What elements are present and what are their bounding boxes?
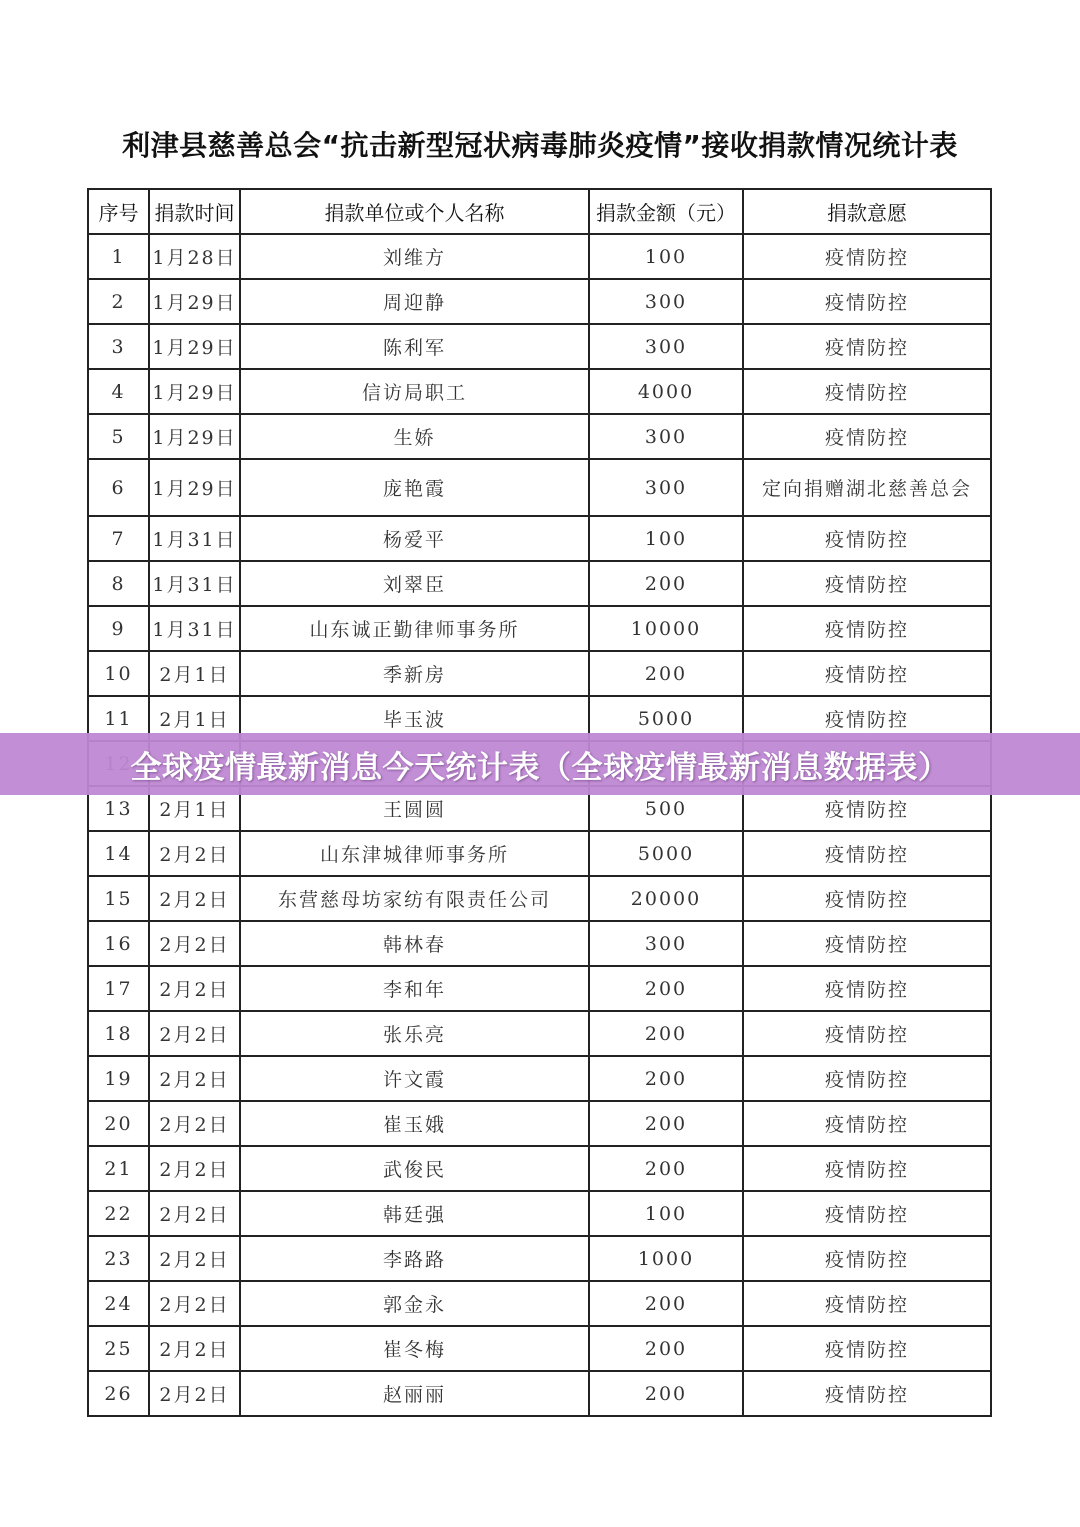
row-purpose: 疫情防控 [743, 1236, 991, 1281]
row-date: 2月2日 [149, 1371, 240, 1416]
donation-table [87, 188, 992, 1417]
row-purpose: 疫情防控 [743, 279, 991, 324]
row-date: 2月2日 [149, 1281, 240, 1326]
header-date: 捐款时间 [149, 189, 240, 234]
row-purpose: 疫情防控 [743, 561, 991, 606]
row-index: 11 [88, 696, 149, 741]
row-donor: 刘翠臣 [240, 561, 589, 606]
table-row [88, 921, 991, 966]
row-date: 1月28日 [149, 234, 240, 279]
row-purpose: 疫情防控 [743, 651, 991, 696]
table-row [88, 1011, 991, 1056]
row-purpose: 定向捐赠湖北慈善总会 [743, 459, 991, 516]
row-purpose: 疫情防控 [743, 1056, 991, 1101]
row-index: 23 [88, 1236, 149, 1281]
row-donor: 刘维方 [240, 234, 589, 279]
banner-text: 全球疫情最新消息今天统计表（全球疫情最新消息数据表） [130, 749, 950, 786]
row-purpose: 疫情防控 [743, 876, 991, 921]
row-date: 1月29日 [149, 324, 240, 369]
row-index: 17 [88, 966, 149, 1011]
row-amount: 300 [589, 921, 743, 966]
row-date: 2月2日 [149, 921, 240, 966]
row-amount: 100 [589, 1191, 743, 1236]
row-index: 5 [88, 414, 149, 459]
row-date: 1月31日 [149, 516, 240, 561]
table-row [88, 279, 991, 324]
row-purpose: 疫情防控 [743, 1011, 991, 1056]
table-row [88, 1326, 991, 1371]
row-purpose: 疫情防控 [743, 369, 991, 414]
row-index: 9 [88, 606, 149, 651]
row-date: 2月1日 [149, 786, 240, 831]
row-date: 2月2日 [149, 831, 240, 876]
row-donor: 郭金永 [240, 1281, 589, 1326]
row-index: 24 [88, 1281, 149, 1326]
table-row [88, 1281, 991, 1326]
row-amount: 100 [589, 516, 743, 561]
row-amount: 200 [589, 1326, 743, 1371]
header-index: 序号 [88, 189, 149, 234]
row-date: 2月1日 [149, 696, 240, 741]
table-row [88, 516, 991, 561]
row-donor: 张乐亮 [240, 1011, 589, 1056]
row-donor: 杨爱平 [240, 516, 589, 561]
row-amount: 20000 [589, 876, 743, 921]
row-index: 16 [88, 921, 149, 966]
row-purpose: 疫情防控 [743, 966, 991, 1011]
row-index: 2 [88, 279, 149, 324]
row-amount: 300 [589, 279, 743, 324]
row-donor: 毕玉波 [240, 696, 589, 741]
row-date: 2月2日 [149, 876, 240, 921]
row-donor: 山东诚正勤律师事务所 [240, 606, 589, 651]
row-donor: 崔冬梅 [240, 1326, 589, 1371]
table-row [88, 876, 991, 921]
row-index: 14 [88, 831, 149, 876]
row-index: 8 [88, 561, 149, 606]
row-date: 1月31日 [149, 606, 240, 651]
row-donor: 李和年 [240, 966, 589, 1011]
row-amount: 5000 [589, 696, 743, 741]
row-donor: 陈利军 [240, 324, 589, 369]
table-row [88, 1056, 991, 1101]
document-title: 利津县慈善总会“抗击新型冠状病毒肺炎疫情”接收捐款情况统计表 [122, 129, 958, 162]
row-amount: 200 [589, 966, 743, 1011]
row-amount: 1000 [589, 1236, 743, 1281]
row-donor: 韩廷强 [240, 1191, 589, 1236]
table-row [88, 1236, 991, 1281]
row-index: 13 [88, 786, 149, 831]
row-amount: 300 [589, 324, 743, 369]
row-purpose: 疫情防控 [743, 921, 991, 966]
row-date: 2月2日 [149, 1056, 240, 1101]
table-body [88, 234, 991, 1416]
table-header-row [88, 189, 991, 234]
row-amount: 200 [589, 1056, 743, 1101]
row-purpose: 疫情防控 [743, 324, 991, 369]
header-amount: 捐款金额（元） [589, 189, 743, 234]
row-index: 3 [88, 324, 149, 369]
row-purpose: 疫情防控 [743, 786, 991, 831]
row-amount: 300 [589, 459, 743, 516]
table-row [88, 369, 991, 414]
row-purpose: 疫情防控 [743, 234, 991, 279]
row-donor: 赵丽丽 [240, 1371, 589, 1416]
table-row [88, 324, 991, 369]
row-amount: 4000 [589, 369, 743, 414]
table-row [88, 831, 991, 876]
table-row [88, 414, 991, 459]
row-purpose: 疫情防控 [743, 831, 991, 876]
row-purpose: 疫情防控 [743, 1191, 991, 1236]
table-row [88, 1101, 991, 1146]
row-donor: 韩林春 [240, 921, 589, 966]
table-row [88, 561, 991, 606]
row-donor: 生娇 [240, 414, 589, 459]
table-row [88, 1191, 991, 1236]
row-amount: 200 [589, 561, 743, 606]
row-date: 1月29日 [149, 459, 240, 516]
row-amount: 100 [589, 234, 743, 279]
table-row [88, 459, 991, 516]
row-index: 4 [88, 369, 149, 414]
row-amount: 200 [589, 1101, 743, 1146]
row-amount: 300 [589, 414, 743, 459]
row-date: 1月29日 [149, 414, 240, 459]
row-purpose: 疫情防控 [743, 1146, 991, 1191]
row-date: 2月2日 [149, 1191, 240, 1236]
row-amount: 200 [589, 651, 743, 696]
row-donor: 季新房 [240, 651, 589, 696]
row-date: 2月2日 [149, 966, 240, 1011]
row-index: 26 [88, 1371, 149, 1416]
row-amount: 200 [589, 1371, 743, 1416]
row-donor: 山东津城律师事务所 [240, 831, 589, 876]
table-row [88, 1371, 991, 1416]
row-date: 2月1日 [149, 651, 240, 696]
row-donor: 周迎静 [240, 279, 589, 324]
row-donor: 庞艳霞 [240, 459, 589, 516]
row-amount: 200 [589, 1281, 743, 1326]
row-donor: 崔玉娥 [240, 1101, 589, 1146]
row-amount: 200 [589, 1011, 743, 1056]
row-purpose: 疫情防控 [743, 414, 991, 459]
row-index: 18 [88, 1011, 149, 1056]
table-row [88, 606, 991, 651]
row-donor: 东营慈母坊家纺有限责任公司 [240, 876, 589, 921]
row-index: 19 [88, 1056, 149, 1101]
row-date: 1月29日 [149, 369, 240, 414]
row-index: 1 [88, 234, 149, 279]
row-index: 22 [88, 1191, 149, 1236]
row-amount: 500 [589, 786, 743, 831]
row-purpose: 疫情防控 [743, 516, 991, 561]
table-row [88, 966, 991, 1011]
table-row [88, 1146, 991, 1191]
row-date: 2月2日 [149, 1011, 240, 1056]
row-amount: 5000 [589, 831, 743, 876]
row-purpose: 疫情防控 [743, 696, 991, 741]
table-row [88, 651, 991, 696]
row-purpose: 疫情防控 [743, 1281, 991, 1326]
row-donor: 王圆圆 [240, 786, 589, 831]
row-date: 2月2日 [149, 1236, 240, 1281]
row-date: 2月2日 [149, 1101, 240, 1146]
row-donor: 武俊民 [240, 1146, 589, 1191]
row-date: 2月2日 [149, 1326, 240, 1371]
row-purpose: 疫情防控 [743, 1326, 991, 1371]
row-donor: 许文霞 [240, 1056, 589, 1101]
row-date: 1月29日 [149, 279, 240, 324]
row-amount: 10000 [589, 606, 743, 651]
row-index: 25 [88, 1326, 149, 1371]
header-donor: 捐款单位或个人名称 [240, 189, 589, 234]
row-purpose: 疫情防控 [743, 1371, 991, 1416]
header-purpose: 捐款意愿 [743, 189, 991, 234]
row-purpose: 疫情防控 [743, 606, 991, 651]
overlay-banner [0, 733, 1080, 795]
row-index: 10 [88, 651, 149, 696]
row-amount: 200 [589, 1146, 743, 1191]
row-date: 1月31日 [149, 561, 240, 606]
row-purpose: 疫情防控 [743, 1101, 991, 1146]
table-row [88, 234, 991, 279]
row-donor: 李路路 [240, 1236, 589, 1281]
row-index: 7 [88, 516, 149, 561]
row-index: 6 [88, 459, 149, 516]
row-index: 20 [88, 1101, 149, 1146]
row-index: 21 [88, 1146, 149, 1191]
row-index: 15 [88, 876, 149, 921]
row-donor: 信访局职工 [240, 369, 589, 414]
row-date: 2月2日 [149, 1146, 240, 1191]
